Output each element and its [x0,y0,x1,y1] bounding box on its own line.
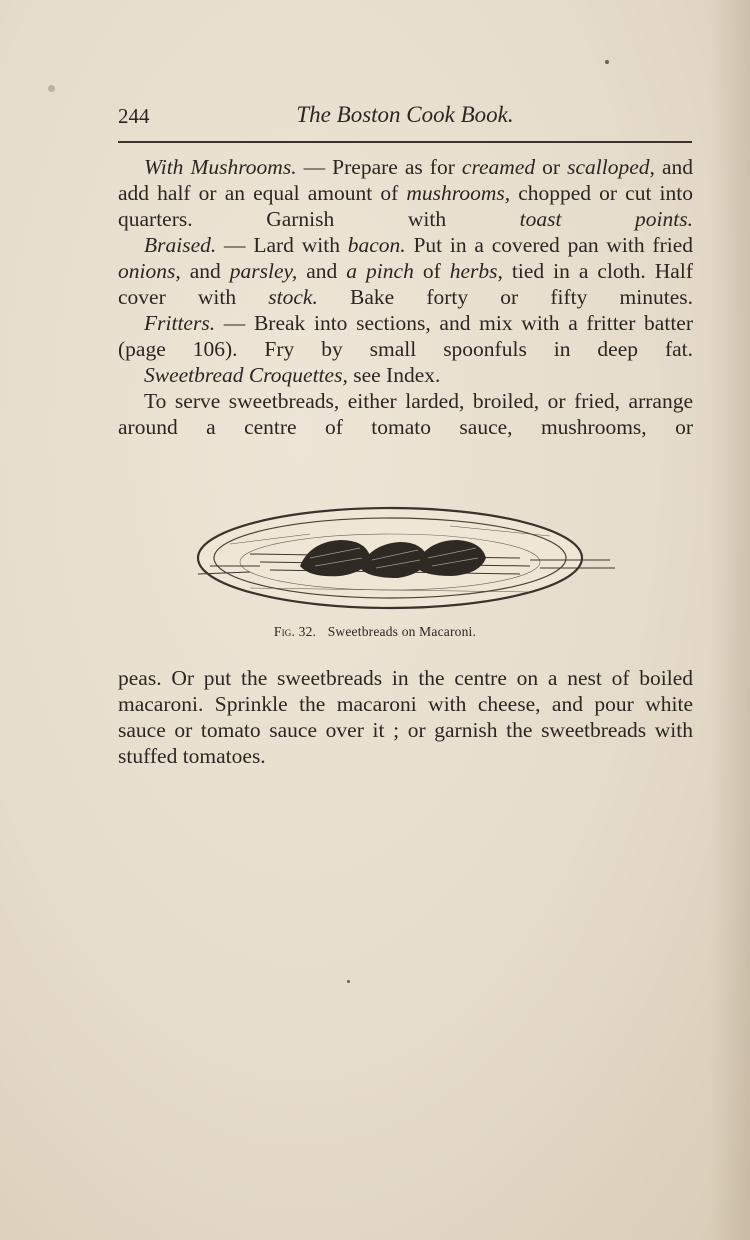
paragraph-to-serve: To serve sweetbreads, either larded, broiled, or fried, arrange around a centre of tomato sauce, mushrooms, or [118,389,693,439]
page-edge-shadow [710,0,750,1240]
paper-speck [347,980,350,983]
sweetbreads-illustration [190,496,620,616]
paper-speck [605,60,609,64]
paper-speck [48,85,55,92]
page-number: 244 [118,104,150,128]
paragraph-with-mushrooms: With Mushrooms. — Prepare as for creamed or scalloped, and add half or an equal amount of mushrooms, chopped or cut into quarters. Garnish with toast points. [118,155,693,231]
run-in-heading: Sweetbread Croquettes, [144,363,348,387]
paragraph-braised: Braised. — Lard with bacon. Put in a covered pan with fried onions, and parsley, and a pinch of herbs, tied in a cloth. Half cover with stock. Bake forty or fifty minutes. [118,233,694,309]
lower-text-block [118,665,693,769]
figure-number: Fig. 32. [273,624,317,639]
figure-title: Sweetbreads on Macaroni. [327,624,477,639]
run-in-heading: With Mushrooms. [144,155,297,179]
upper-text-block [118,154,693,440]
run-in-heading: Fritters. [144,311,216,335]
figure-caption [0,624,750,640]
paragraph-fritters: Fritters. — Break into sections, and mix with a fritter batter (page 106). Fry by small spoonfuls in deep fat. [118,311,693,361]
paragraph-peas: peas. Or put the sweetbreads in the centre on a nest of boiled macaroni. Sprinkle the macaroni with cheese, and pour white sauce or tomato sauce over it ; or garnish the sweetbreads with stuffed tomatoes. [118,666,693,768]
running-title: The Boston Cook Book. [296,102,514,127]
paragraph-croquettes: Sweetbread Croquettes, see Index. [144,363,441,387]
page-header [118,100,692,134]
header-rule [118,141,692,143]
run-in-heading: Braised. [144,233,217,257]
